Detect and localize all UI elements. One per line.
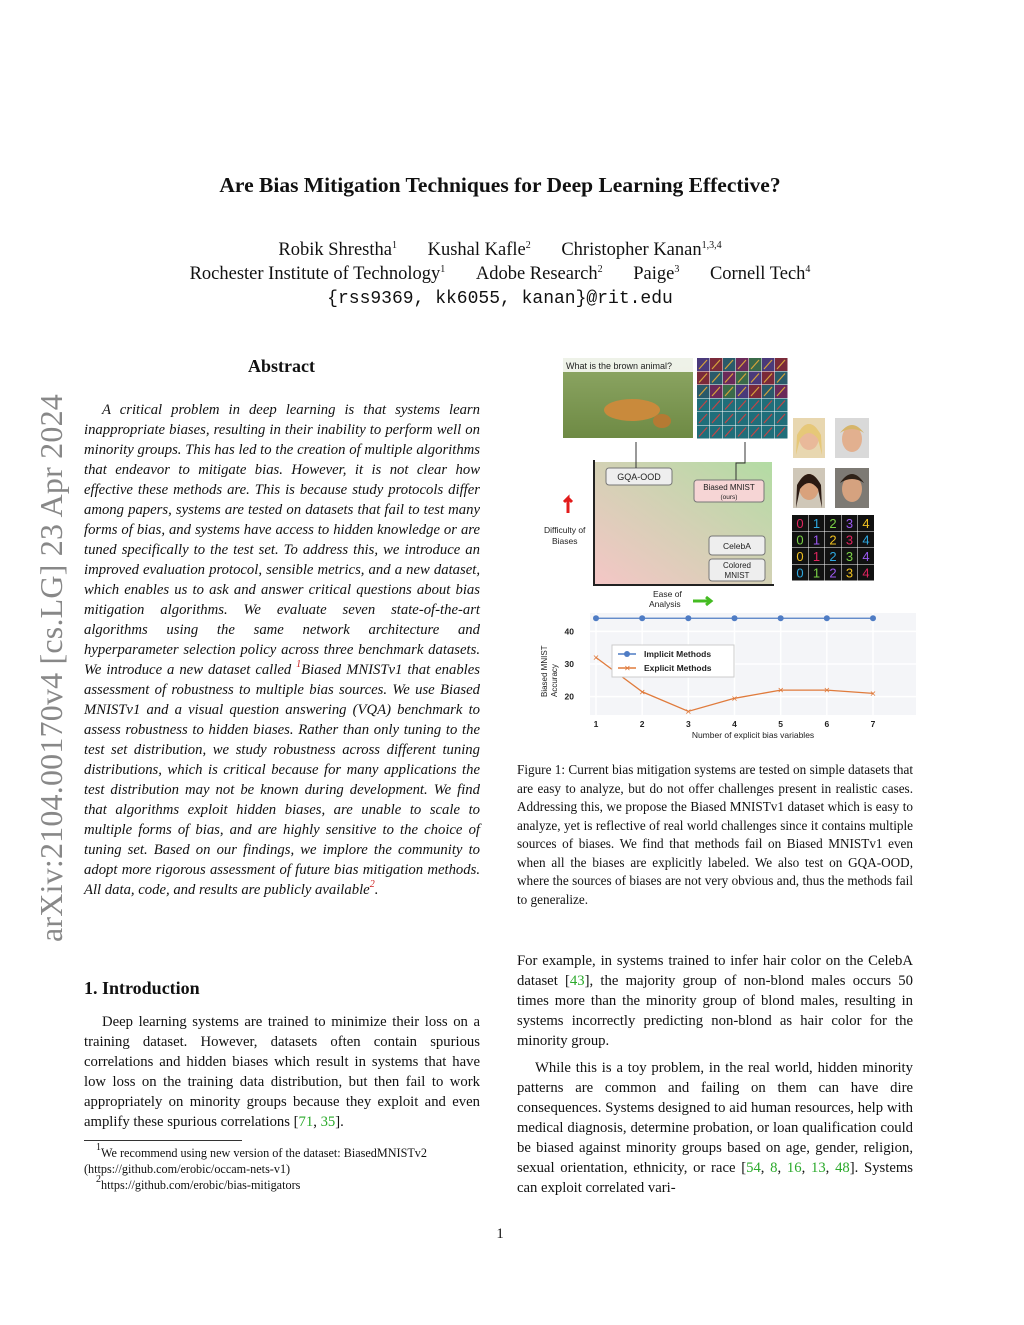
citation-link[interactable]: 48 xyxy=(835,1160,850,1176)
legend-explicit-marker: ✕ xyxy=(624,664,631,673)
celeba-face-photos xyxy=(793,418,869,508)
colored-mnist-digit: 2 xyxy=(829,532,837,548)
celeba-label: CelebA xyxy=(723,541,751,551)
colored-mnist-digit: 2 xyxy=(829,549,837,564)
implicit-point xyxy=(685,615,691,621)
author-3: Christopher Kanan$^{1,3,4}$ xyxy=(561,240,722,260)
biased-mnist-ours: (ours) xyxy=(720,494,738,501)
colored-mnist-label-1: Colored xyxy=(722,561,752,570)
chart-xtick-label: 5 xyxy=(778,719,784,729)
explicit-point: ✕ xyxy=(731,694,738,704)
gqa-ood-label: GQA-OOD xyxy=(617,472,661,482)
footnote-ref-1[interactable]: 1 xyxy=(296,659,302,670)
author-emails: {rss9369, kk6055, kanan}@rit.edu xyxy=(327,289,673,309)
explicit-point: ✕ xyxy=(638,687,646,697)
colored-mnist-digit: 1 xyxy=(812,565,821,581)
affiliation-1: Rochester Institute of Technology$^1$ xyxy=(189,264,446,284)
colored-mnist-digit: 0 xyxy=(796,516,804,531)
arxiv-stamp: arXiv:2104.00170v4 [cs.LG] 23 Apr 2024 xyxy=(33,394,69,942)
difficulty-label-line1: Difficulty of xyxy=(544,525,586,535)
colored-mnist-digit: 3 xyxy=(845,549,854,564)
up-arrow-icon xyxy=(564,498,572,513)
explicit-point: ✕ xyxy=(592,653,600,663)
affiliation-2: Adobe Research$^2$ xyxy=(475,264,603,284)
colored-mnist-digit: 4 xyxy=(862,516,870,531)
explicit-point: ✕ xyxy=(777,686,785,696)
affiliation-3: Paige$^3$ xyxy=(633,264,680,284)
implicit-point xyxy=(824,615,830,621)
right-column-text xyxy=(517,951,913,1205)
chart-ylabel xyxy=(540,645,559,697)
footnote-2: $^2$https://github.com/erobic/bias-mitigators xyxy=(96,1174,301,1192)
footnote-ref-2[interactable]: 2 xyxy=(369,879,375,890)
colored-mnist-digit: 4 xyxy=(862,532,870,548)
colored-mnist-digit: 1 xyxy=(812,532,821,548)
dog-icon xyxy=(604,399,660,421)
chart-ytick-label: 40 xyxy=(564,626,574,637)
explicit-point: ✕ xyxy=(823,686,831,696)
citation-link[interactable]: 71 xyxy=(298,1114,314,1130)
colored-mnist-digit: 0 xyxy=(796,532,804,548)
implicit-point xyxy=(593,615,599,621)
author-2: Kushal Kafle$^2$ xyxy=(427,240,531,260)
footnote-1: $^1$We recommend using new version of the dataset: BiasedMNISTv2 (https://github.com/erobic/occam-nets-v1) xyxy=(84,1142,427,1176)
explicit-point: ✕ xyxy=(684,707,692,717)
colored-mnist-digit: 1 xyxy=(812,516,821,531)
colored-mnist-digit: 0 xyxy=(796,549,804,564)
chart-xtick-label: 4 xyxy=(732,719,737,729)
figure-1 xyxy=(540,355,920,745)
author-1: Robik Shrestha$^1$ xyxy=(278,240,397,260)
chart-xtick-label: 3 xyxy=(685,719,691,729)
colored-mnist-digit: 0 xyxy=(796,565,804,581)
footnote-rule xyxy=(84,1140,242,1141)
implicit-point xyxy=(778,615,784,621)
chart-ytick-label: 30 xyxy=(564,659,574,669)
ease-label-line2: Analysis xyxy=(649,599,681,609)
paragraph: For example, in systems trained to infer hair color on the CelebA dataset [43], the majority group of non-blond males occurs 50 times more than the minority group of blond males, resulting in systems incorrectly predicting non-blond as hair color for the minority group. xyxy=(517,953,913,1049)
colored-mnist-digit: 2 xyxy=(829,516,837,531)
question-text: What is the brown animal? xyxy=(566,361,673,371)
citation-link[interactable]: 16 xyxy=(786,1160,802,1176)
legend-explicit-label: Explicit Methods xyxy=(644,663,712,673)
biased-mnist-samples xyxy=(697,358,788,439)
colored-mnist-label-2: MNIST xyxy=(724,571,750,580)
page-number: 1 xyxy=(496,1226,504,1242)
figure-1-graphic xyxy=(540,355,920,745)
implicit-point xyxy=(732,615,738,621)
citation-link[interactable]: 43 xyxy=(569,973,585,989)
accuracy-line-chart xyxy=(540,613,916,740)
implicit-point xyxy=(870,615,876,621)
abstract-text: A critical problem in deep learning is that systems learn inappropriate biases, resulting in their inability to perform well on minority groups. This has led to the creation of multiple algorithms that endeavor to mitigate bias. However, it is not clear how effective these methods are. This is because study protocols differ among papers, systems are tested on datasets that fail to test many forms of bias, and systems have access to hidden knowledge or are tuned specifically to the test set. To address this, we introduce an improved evaluation protocol, sensible metrics, and a new dataset, which enables us to ask and answer critical questions about bias mitigation algorithms. We evaluate seven state-of-the-art algorithms using the same network architecture and hyperparameter selection policy across three benchmark datasets. We introduce a new dataset called $^1$Biased MNISTv1 that enables assessment of robustness to multiple bias sources. We use Biased MNISTv1 and a visual question answering (VQA) benchmark to assess robustness to hidden biases. Rather than only tuning to the test set distribution, we study robustness across different tuning distributions, which is critical because for many applications the test distribution may not be known during development. We find that algorithms exploit hidden biases, are unable to scale to multiple forms of bias, and are highly sensitive to the choice of tuning set. Based on our findings, we implore the community to adopt more rigorous assessment of future bias mitigation methods. All data, code, and results are publicly available$^2$. xyxy=(84,402,480,898)
biased-mnist-label: Biased MNIST xyxy=(703,483,755,492)
legend-implicit-marker xyxy=(624,651,630,657)
citation-link[interactable]: 54 xyxy=(746,1160,761,1176)
colored-mnist-digit: 4 xyxy=(862,549,870,564)
chart-xtick-label: 1 xyxy=(593,719,599,729)
paper-title: Are Bias Mitigation Techniques for Deep Learning Effective? xyxy=(219,173,781,197)
chart-ylabel-text: Biased MNIST xyxy=(540,645,549,697)
chart-xtick-label: 2 xyxy=(639,719,645,729)
chart-xlabel: Number of explicit bias variables xyxy=(691,730,815,740)
colored-mnist-digit: 3 xyxy=(845,516,854,531)
author-list xyxy=(0,240,1000,261)
explicit-point: ✕ xyxy=(869,689,877,699)
citation-link[interactable]: 13 xyxy=(810,1160,826,1176)
chart-xtick-label: 7 xyxy=(870,719,876,729)
legend-implicit-label: Implicit Methods xyxy=(644,649,712,659)
colored-mnist-digit: 2 xyxy=(829,565,837,581)
abstract-heading: Abstract xyxy=(248,356,315,376)
citation-link[interactable]: 35 xyxy=(320,1114,336,1130)
affiliation-4: Cornell Tech$^4$ xyxy=(709,264,811,284)
colored-mnist-digit: 3 xyxy=(845,532,854,548)
citation-link[interactable]: 8 xyxy=(770,1160,778,1176)
difficulty-label-line2: Biases xyxy=(552,536,578,546)
colored-mnist-samples xyxy=(792,515,874,581)
paragraph: While this is a toy problem, in the real world, hidden minority patterns are common and failing on them can have dire consequences. Systems designed to aid human resources, help with medical diagnosis, determine probation, or loan qualification could be biased against minority groups based on age, gender, religion, sexual orientation, ethnicity, or race [54, 8, 16, 13, 48]. Systems can exploit correlated vari- xyxy=(517,1060,913,1196)
figure-caption: Figure 1: Current bias mitigation systems are tested on simple datasets that are easy to analyze, but do not offer challenges present in realistic cases. Addressing this, we propose the Biased MNISTv1 dataset which is easy to analyze, yet is reflective of real world challenges since it contains multiple sources of biases. We find that methods fail on Biased MNISTv1 even when all the biases are explicitly labeled. We also test on GQA-OOD, where the sources of biases are not very obvious and, thus the methods fail to generalize. xyxy=(517,762,913,907)
right-arrow-icon xyxy=(693,597,711,605)
implicit-point xyxy=(639,615,645,621)
intro-paragraph: Deep learning systems are trained to minimize their loss on a training dataset. However, datasets often contain spurious correlations and hidden biases which result in systems that have low loss on the training data distribution, but then fail to work appropriately on minority groups because they exploit and even amplify these spurious correlations [71, 35]. xyxy=(84,1014,480,1130)
section-heading-introduction: 1. Introduction xyxy=(84,978,200,998)
chart-ytick-label: 20 xyxy=(564,691,574,702)
ease-label-line1: Ease of xyxy=(653,589,682,599)
chart-ylabel-text: Accuracy xyxy=(550,664,559,697)
colored-mnist-digit: 4 xyxy=(862,565,870,581)
chart-xtick-label: 6 xyxy=(824,719,830,729)
colored-mnist-digit: 3 xyxy=(845,565,854,581)
affiliation-list xyxy=(0,264,1000,285)
colored-mnist-digit: 1 xyxy=(812,549,821,564)
